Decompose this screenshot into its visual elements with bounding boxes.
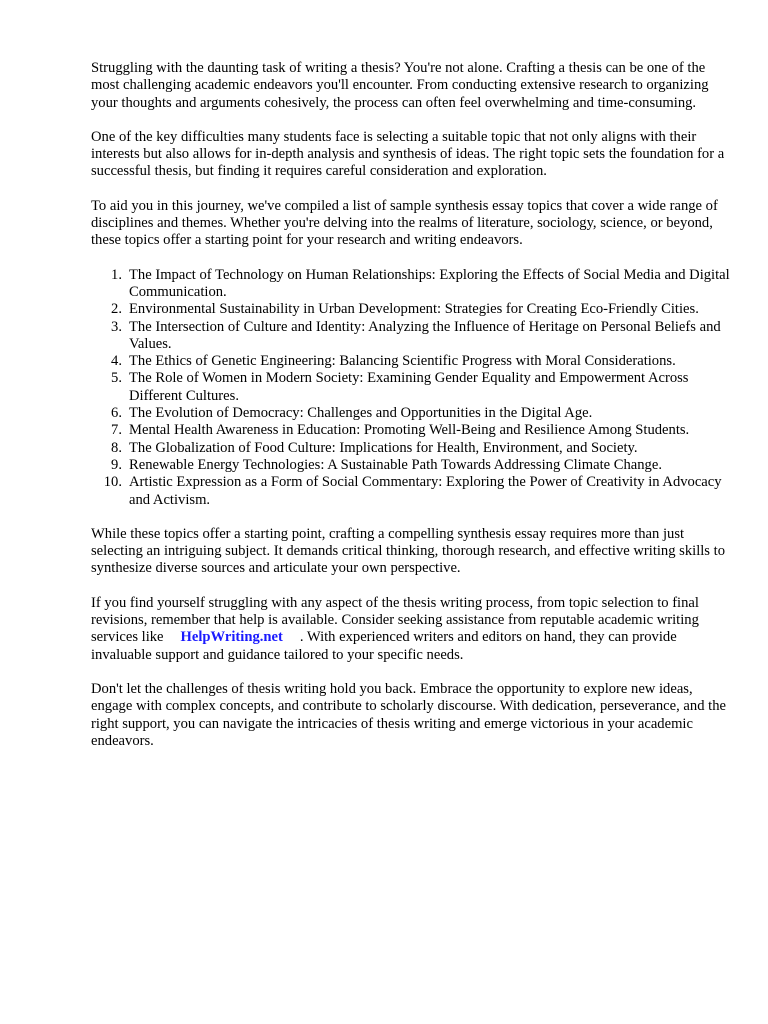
topic-list-intro-paragraph: To aid you in this journey, we've compiled a list of sample synthesis essay topics that cover a wide range of disciplines and themes. Whether you're delving into the realms of literature, sociology, science, or beyond, these topics offer a starting point for your research and writing endeavors. [91,197,718,249]
list-item-number: 2. [111,301,122,318]
list-item-text: Artistic Expression as a Form of Social Commentary: Exploring the Power of Creativity in Advocacy and Activism. [129,474,722,508]
list-item-number: 8. [111,439,122,456]
list-item-text: Renewable Energy Technologies: A Sustainable Path Towards Addressing Climate Change. [129,456,662,473]
list-item-number: 9. [111,456,122,473]
help-text-before: If you find yourself struggling with any aspect of the thesis writing process, from topic selection to final revisions, remember that help is available. Consider seeking assistance from reputable academic writing services like [91,594,699,646]
list-item [91,457,731,474]
list-item-number: 3. [111,318,122,335]
closing-paragraph: Don't let the challenges of thesis writing hold you back. Embrace the opportunity to explore new ideas, engage with complex concepts, and contribute to scholarly discourse. With dedication, perseverance, and the right support, you can navigate the intricacies of thesis writing and emerge victorious in your academic endeavors. [91,680,726,749]
list-item-number: 1. [111,266,122,283]
list-item [91,474,731,509]
list-item [91,267,731,302]
list-item [91,405,731,422]
list-item-text: The Evolution of Democracy: Challenges and Opportunities in the Digital Age. [129,405,593,422]
help-text-after: . With experienced writers and editors on hand, they can provide invaluable support and guidance tailored to your specific needs. [91,629,677,663]
list-item-text: Mental Health Awareness in Education: Promoting Well-Being and Resilience Among Students. [129,422,690,439]
list-item-number: 4. [111,353,122,370]
list-item [91,440,731,457]
list-item-text: Environmental Sustainability in Urban Development: Strategies for Creating Eco-Friendly Cities. [129,301,699,318]
helpwriting-link[interactable]: HelpWriting.net [180,629,283,646]
list-item-number: 5. [111,370,122,387]
list-item-number: 6. [111,405,122,422]
list-item-text: The Ethics of Genetic Engineering: Balancing Scientific Progress with Moral Considerations. [129,353,676,370]
list-item-text: The Role of Women in Modern Society: Examining Gender Equality and Empowerment Across Different Cultures. [129,370,689,404]
list-item [91,422,731,439]
list-item-text: The Globalization of Food Culture: Implications for Health, Environment, and Society. [129,439,638,456]
document-body [91,60,731,767]
topic-list [91,267,731,509]
list-item [91,319,731,354]
list-item-text: The Impact of Technology on Human Relationships: Exploring the Effects of Social Media and Digital Communication. [129,266,730,300]
intro-paragraph: Struggling with the daunting task of writing a thesis? You're not alone. Crafting a thesis can be one of the most challenging academic endeavors you'll encounter. From conducting extensive research to organizing your thoughts and arguments cohesively, the process can often feel overwhelming and time-consuming. [91,60,709,111]
topic-difficulty-paragraph: One of the key difficulties many students face is selecting a suitable topic that not only aligns with their interests but also allows for in-depth analysis and synthesis of ideas. The right topic sets the foundation for a successful thesis, but finding it requires careful consideration and exploration. [91,128,725,180]
list-item [91,370,731,405]
list-item-number: 7. [111,422,122,439]
list-item [91,353,731,370]
list-item-number: 10. [103,474,122,491]
list-item [91,301,731,318]
help-paragraph [91,595,731,664]
list-item-text: The Intersection of Culture and Identity: Analyzing the Influence of Heritage on Personal Beliefs and Values. [129,318,721,352]
synthesis-advice-paragraph: While these topics offer a starting point, crafting a compelling synthesis essay requires more than just selecting an intriguing subject. It demands critical thinking, thorough research, and effective writing skills to synthesize diverse sources and articulate your own perspective. [91,525,725,577]
